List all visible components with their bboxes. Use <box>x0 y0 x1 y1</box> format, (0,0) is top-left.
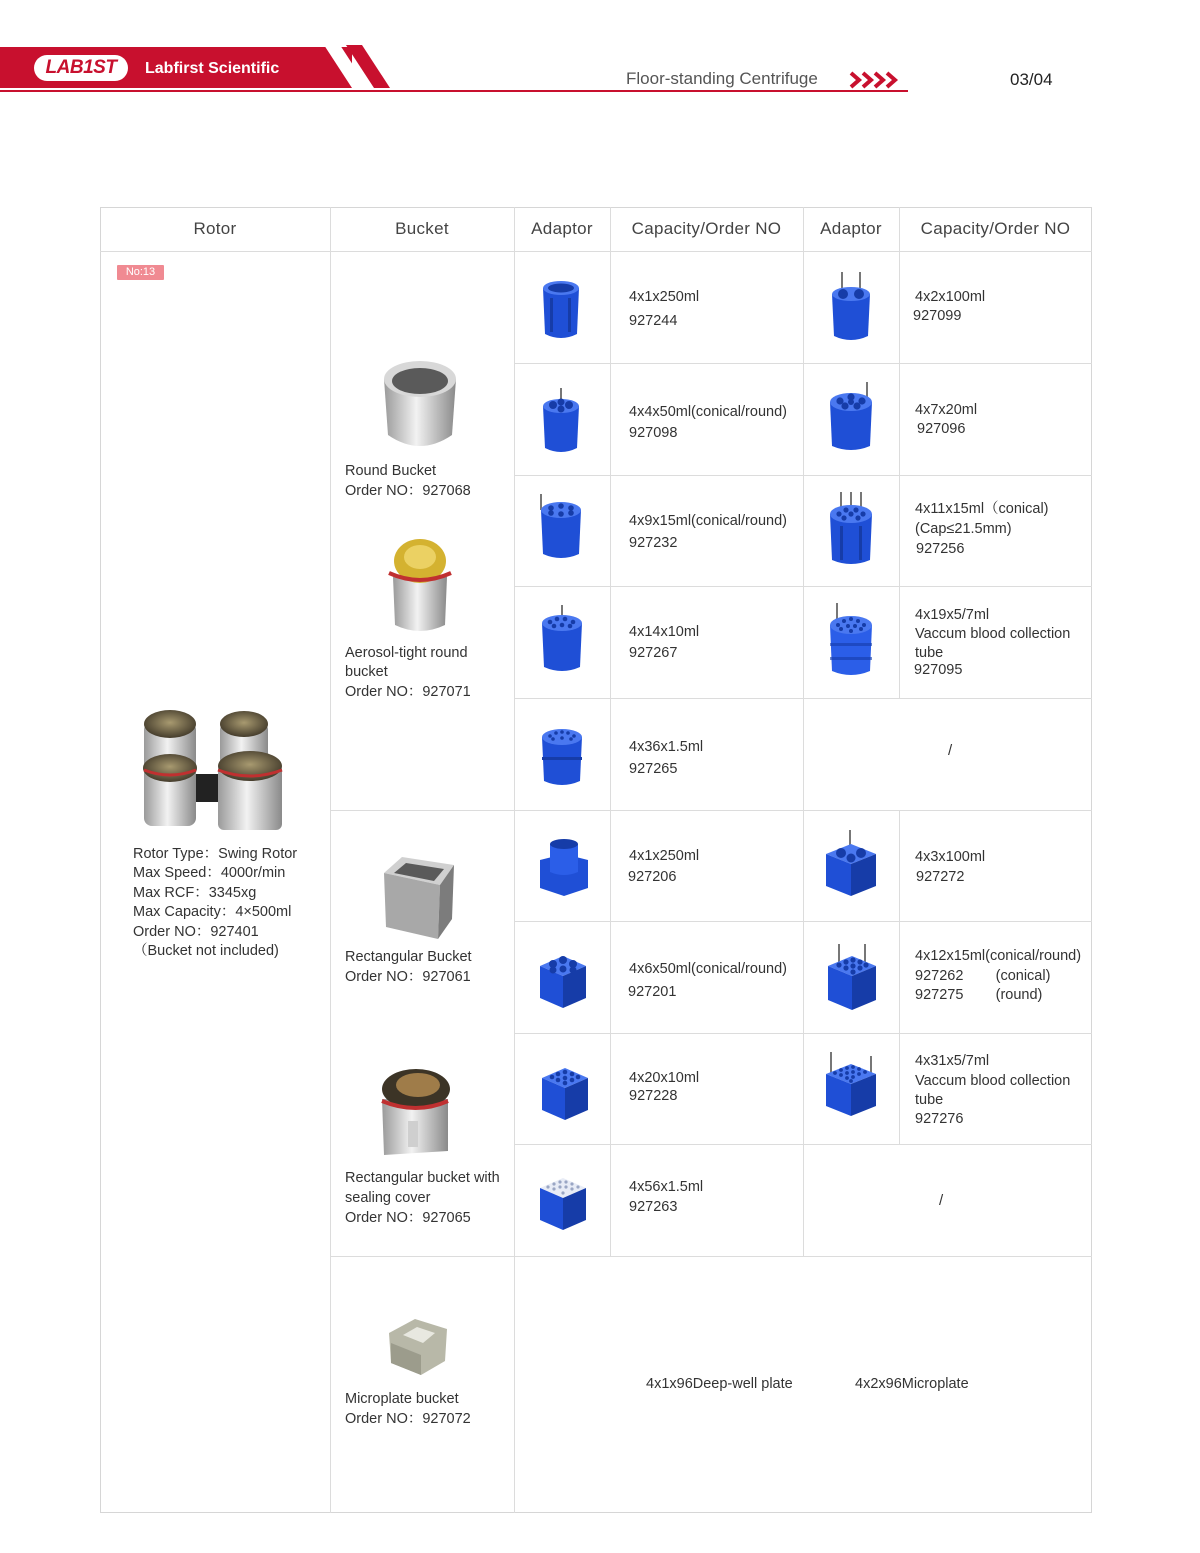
bucket-label: Microplate bucket <box>345 1391 459 1407</box>
rotor-spec: Max RCF：3345xg <box>133 885 257 901</box>
bucket-label: bucket <box>345 664 388 680</box>
aerosol-tight-bucket-image <box>385 537 455 635</box>
microplate-option: 4x2x96Microplate <box>855 1376 969 1392</box>
bucket-order: Order NO：927065 <box>345 1210 471 1226</box>
order-number: 927232 <box>629 535 678 551</box>
capacity-text: 4x2x100ml <box>915 289 986 305</box>
capacity-text: 4x3x100ml <box>915 849 986 865</box>
bucket-order: Order NO：927072 <box>345 1411 471 1427</box>
order-number: 927256 <box>916 541 965 557</box>
capacity-note: Vaccum blood collection <box>915 1073 1071 1089</box>
microplate-option: 4x1x96Deep-well plate <box>646 1376 793 1392</box>
section-title: Floor-standing Centrifuge <box>626 69 818 88</box>
rotor-spec: Rotor Type：Swing Rotor <box>133 846 298 862</box>
capacity-note: (Cap≤21.5mm) <box>915 521 1012 537</box>
rotor-spec: （Bucket not included) <box>133 943 279 959</box>
capacity-note: tube <box>915 1092 944 1108</box>
swing-rotor-image <box>138 704 288 834</box>
adaptor-rect-6x50ml-icon <box>536 950 590 1010</box>
order-number: 927228 <box>629 1088 678 1104</box>
capacity-text: 4x7x20ml <box>915 402 978 418</box>
header-rule <box>0 90 908 92</box>
adaptor-rect-12x15ml-icon <box>824 944 880 1012</box>
capacity-text: 4x9x15ml(conical/round) <box>629 513 787 529</box>
order-number: 927263 <box>629 1199 678 1215</box>
rectangular-bucket-image <box>380 855 456 941</box>
adaptor-rect-31x5-7ml-icon <box>822 1052 880 1118</box>
header-rotor: Rotor <box>193 219 237 238</box>
adaptor-9x15ml-icon <box>536 494 586 562</box>
order-number: 927201 <box>628 984 677 1000</box>
adaptor-4x50ml-icon <box>538 388 584 456</box>
bucket-label: sealing cover <box>345 1190 431 1206</box>
capacity-text: 4x12x15ml(conical/round) <box>915 948 1082 964</box>
header-divider <box>100 251 1092 252</box>
model-badge: No:13 <box>117 265 164 280</box>
order-number: 927099 <box>913 308 962 324</box>
order-number: 927265 <box>629 761 678 777</box>
bucket-order: Order NO：927071 <box>345 684 471 700</box>
bucket-label: Aerosol-tight round <box>345 645 468 661</box>
capacity-text: 4x4x50ml(conical/round) <box>629 404 787 420</box>
order-number: 927275 (round) <box>915 987 1043 1003</box>
header-adaptor: Adaptor <box>531 219 593 238</box>
bucket-label: Rectangular bucket with <box>345 1170 500 1186</box>
col-divider <box>514 207 515 1513</box>
capacity-text: 4x11x15ml（conical) <box>915 501 1049 517</box>
header-adaptor-2: Adaptor <box>820 219 882 238</box>
labfirst-logo: LAB1ST <box>34 55 128 81</box>
row-divider <box>330 1256 1092 1257</box>
bucket-order: Order NO：927068 <box>345 483 471 499</box>
sealed-rectangular-bucket-image <box>378 1063 454 1159</box>
capacity-text: 4x1x250ml <box>629 289 700 305</box>
adaptor-11x15ml-icon <box>826 492 876 568</box>
order-number: 927267 <box>629 645 678 661</box>
bucket-label: Rectangular Bucket <box>345 949 472 965</box>
capacity-note: Vaccum blood collection <box>915 626 1071 642</box>
order-number: 927262 (conical) <box>915 968 1051 984</box>
rotor-spec: Max Speed：4000r/min <box>133 865 286 881</box>
microplate-bucket-image <box>385 1315 451 1379</box>
bucket-order: Order NO：927061 <box>345 969 471 985</box>
capacity-text: 4x36x1.5ml <box>629 739 704 755</box>
adaptor-rect-3x100ml-icon <box>822 830 880 898</box>
brand-name: Labfirst Scientific <box>145 60 280 77</box>
adaptor-rect-250ml-icon <box>536 836 592 898</box>
not-applicable: / <box>948 742 953 759</box>
capacity-note: tube <box>915 645 944 661</box>
adaptor-19x5-7ml-icon <box>826 603 876 679</box>
capacity-text: 4x1x250ml <box>629 848 700 864</box>
adaptor-rect-56x1-5ml-icon <box>536 1172 590 1232</box>
order-number: 927095 <box>914 662 963 678</box>
rotor-spec: Order NO：927401 <box>133 924 259 940</box>
capacity-text: 4x31x5/7ml <box>915 1053 990 1069</box>
bucket-label: Round Bucket <box>345 463 437 479</box>
order-number: 927272 <box>916 869 965 885</box>
col-divider <box>899 810 900 1145</box>
adaptor-7x20ml-icon <box>826 382 876 454</box>
adaptor-250ml-icon <box>538 278 584 342</box>
rotor-spec: Max Capacity：4×500ml <box>133 904 292 920</box>
order-number: 927096 <box>917 421 966 437</box>
header-bucket: Bucket <box>395 219 449 238</box>
col-divider <box>610 207 611 1256</box>
page-number: 03/04 <box>1010 70 1053 89</box>
col-divider <box>330 207 331 1513</box>
adaptor-2x100ml-icon <box>828 272 874 344</box>
col-divider <box>803 207 804 1256</box>
order-number: 927098 <box>629 425 678 441</box>
capacity-text: 4x20x10ml <box>629 1070 700 1086</box>
header-capacity: Capacity/Order NO <box>631 219 782 238</box>
capacity-text: 4x14x10ml <box>629 624 700 640</box>
header-capacity-2: Capacity/Order NO <box>920 219 1071 238</box>
capacity-text: 4x56x1.5ml <box>629 1179 704 1195</box>
not-applicable: / <box>939 1192 944 1209</box>
capacity-text: 4x19x5/7ml <box>915 607 990 623</box>
capacity-text: 4x6x50ml(conical/round) <box>629 961 787 977</box>
order-number: 927244 <box>629 313 678 329</box>
col-divider <box>899 251 900 698</box>
order-number: 927276 <box>915 1111 964 1127</box>
round-bucket-image <box>380 357 460 453</box>
chevrons-right-icon <box>848 70 904 90</box>
decorative-slashes <box>320 45 392 89</box>
row-divider <box>330 810 1092 811</box>
adaptor-rect-20x10ml-icon <box>538 1062 592 1122</box>
order-number: 927206 <box>628 869 677 885</box>
adaptor-36x1-5ml-icon <box>538 725 586 789</box>
adaptor-14x10ml-icon <box>538 605 586 675</box>
